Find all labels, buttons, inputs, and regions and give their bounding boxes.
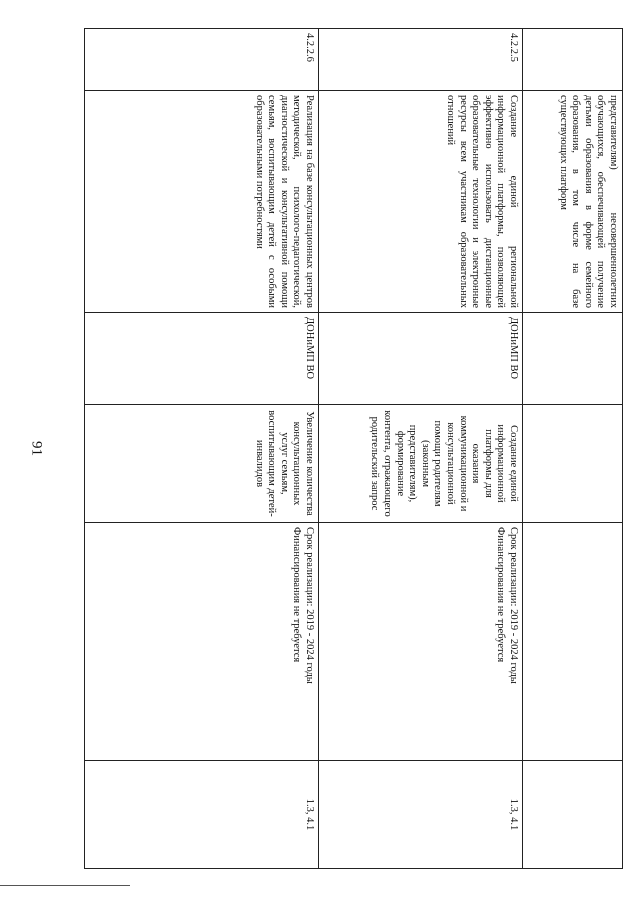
row-name: Создание единой региональной информационной платформы, позволяющей эффективно использовать дистанционные образовательные технологии и электронные ресурсы всем участникам образовательных отношений: [319, 91, 523, 313]
page-number: 91: [28, 441, 45, 456]
row-id: 4.2.2.6: [85, 29, 319, 91]
table-row: [523, 29, 623, 869]
row-name: Реализация на базе консультационных центров методической, психолого-педагогической, диагностической и консультативной помощи семьям, воспитывающим детей с особыми образовательными потребностями: [85, 91, 319, 313]
row-name: представителям) несовершеннолетних обучающихся, обеспечивающей получение детьми образования в форме семейного образования, в том числе на базе существующих платформ: [523, 91, 623, 313]
measures-table: [84, 28, 623, 869]
row-id: 4.2.2.5: [319, 29, 523, 91]
table-row: [85, 29, 319, 869]
row-deadline: Срок реализации: 2019 - 2024 годы Финансирования не требуется: [319, 523, 523, 761]
rotated-table-region: [85, 28, 623, 868]
row-deadline: [523, 523, 623, 761]
row-indicators: 1.3, 4.1: [85, 761, 319, 869]
scan-edge-line: [0, 885, 130, 886]
row-executor: ДОНиМП ВО: [85, 313, 319, 405]
row-id: [523, 29, 623, 91]
row-deadline: Срок реализации: 2019 - 2024 годы Финансирования не требуется: [85, 523, 319, 761]
row-indicators: [523, 761, 623, 869]
row-executor: [523, 313, 623, 405]
row-result: Увеличение количества консультационных услуг семьям, воспитывающим детей-инвалидов: [85, 405, 319, 523]
row-result: [523, 405, 623, 523]
row-result: Создание единой информационной платформы для оказания коммуникационной и консультационной помощи родителям (законным представителям), формирование контента, отражающего родительский запрос: [319, 405, 523, 523]
table-row: [319, 29, 523, 869]
row-executor: ДОНиМП ВО: [319, 313, 523, 405]
row-indicators: 1.3, 4.1: [319, 761, 523, 869]
